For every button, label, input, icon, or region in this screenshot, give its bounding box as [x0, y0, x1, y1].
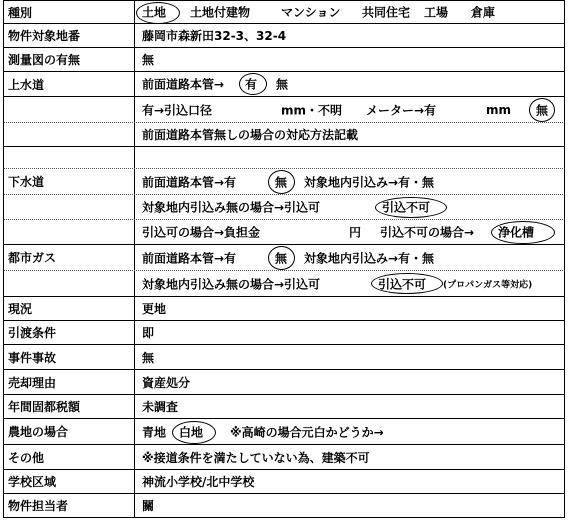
value-reason: 資産処分 — [142, 375, 191, 390]
kind-option-warehouse: 倉庫 — [471, 5, 496, 20]
value-status: 更地 — [142, 302, 167, 316]
value-staff: 關 — [142, 499, 155, 513]
row-water-3 — [3, 123, 565, 147]
value-other: ※接道条件を満たしていない為、建築不可 — [142, 450, 370, 465]
water-meter-unit: mm — [486, 102, 512, 117]
kind-option-land-building: 土地付建物 — [190, 5, 251, 20]
row-gas-2 — [3, 271, 565, 297]
label-reason: 売却理由 — [4, 370, 135, 394]
sewer-main-text: 前面道路本管→有 — [142, 175, 237, 189]
value-handover: 即 — [142, 326, 155, 340]
row-reason — [3, 370, 565, 395]
water-inlet-text: 有→引込口径 — [142, 103, 213, 117]
label-water: 上水道 — [4, 72, 135, 96]
label-farmland: 農地の場合 — [4, 419, 135, 444]
row-kind — [3, 0, 565, 24]
kind-option-mansion: マンション — [281, 5, 341, 20]
value-tax: 未調査 — [142, 400, 179, 414]
gas-main-no: 無 — [275, 251, 288, 265]
label-staff: 物件担当者 — [4, 494, 135, 517]
sewer-septic-tank: 浄化槽 — [498, 225, 535, 240]
row-sewer-2 — [3, 195, 565, 220]
gas-inlet-option-text: 対象地内引込み無の場合→引込可 — [142, 277, 321, 291]
row-incident — [3, 345, 565, 370]
water-meter-text: メーター→有 — [366, 103, 437, 117]
row-farmland — [3, 419, 565, 445]
gas-main-text: 前面道路本管→有 — [142, 251, 237, 265]
kind-option-factory: 工場 — [424, 5, 449, 20]
label-handover: 引渡条件 — [4, 321, 135, 344]
row-address — [3, 24, 565, 48]
label-tax: 年間固都税額 — [4, 395, 135, 418]
label-school: 学校区域 — [4, 470, 135, 493]
farmland-white: 白地 — [179, 425, 204, 439]
sewer-inlet-not-possible: 引込不可 — [382, 200, 431, 215]
kind-option-land: 土地 — [142, 5, 167, 20]
label-kind: 種別 — [4, 1, 135, 23]
label-incident: 事件事故 — [4, 345, 135, 369]
sewer-inlet-option-text: 対象地内引込み無の場合→引込可 — [142, 200, 321, 215]
label-gas: 都市ガス — [4, 245, 135, 270]
row-school — [3, 470, 565, 494]
sewer-main-no: 無 — [275, 175, 288, 189]
water-main-text: 前面道路本管→ — [142, 77, 225, 92]
sewer-inlet-text: 対象地内引込み→有・無 — [304, 175, 435, 189]
water-main-no: 無 — [276, 77, 289, 92]
kind-option-apartment: 共同住宅 — [362, 5, 411, 20]
label-sewer: 下水道 — [4, 169, 135, 194]
value-survey: 無 — [142, 53, 155, 67]
water-main-yes: 有 — [245, 77, 258, 92]
property-info-sheet — [3, 0, 565, 518]
row-staff — [3, 494, 565, 518]
row-status — [3, 297, 565, 321]
row-water-1 — [3, 72, 565, 97]
row-other — [3, 445, 565, 470]
row-gas-1 — [3, 245, 565, 271]
label-other: その他 — [4, 445, 135, 469]
farmland-note: ※高崎の場合元白かどうか→ — [230, 425, 384, 439]
label-address: 物件対象地番 — [4, 24, 135, 47]
row-tax — [3, 395, 565, 419]
value-school: 神流小学校/北中学校 — [142, 475, 255, 489]
value-address: 藤岡市森新田32-3、32-4 — [142, 29, 287, 43]
row-sewer-3 — [3, 220, 565, 245]
label-status: 現況 — [4, 297, 135, 320]
water-note: 前面道路本管無しの場合の対応方法記載 — [142, 128, 359, 142]
label-survey: 測量図の有無 — [4, 48, 135, 71]
value-incident: 無 — [142, 350, 155, 365]
gas-inlet-not-possible: 引込不可 — [378, 277, 427, 291]
sewer-fee-text: 引込可の場合→負担金 — [142, 225, 261, 240]
row-sewer-1 — [3, 169, 565, 195]
gas-inlet-text: 対象地内引込み→有・無 — [304, 251, 435, 265]
sewer-fee-unit: 円 — [349, 225, 362, 240]
water-inlet-unit: mm・不明 — [281, 103, 343, 117]
row-blank — [3, 147, 565, 169]
farmland-green: 青地 — [142, 425, 167, 439]
gas-propane-note: (プロパンガス等対応) — [443, 280, 533, 290]
water-meter-no: 無 — [536, 103, 549, 117]
row-water-2 — [3, 97, 565, 123]
row-handover — [3, 321, 565, 345]
row-survey — [3, 48, 565, 72]
sewer-not-possible-text: 引込不可の場合→ — [380, 225, 475, 240]
